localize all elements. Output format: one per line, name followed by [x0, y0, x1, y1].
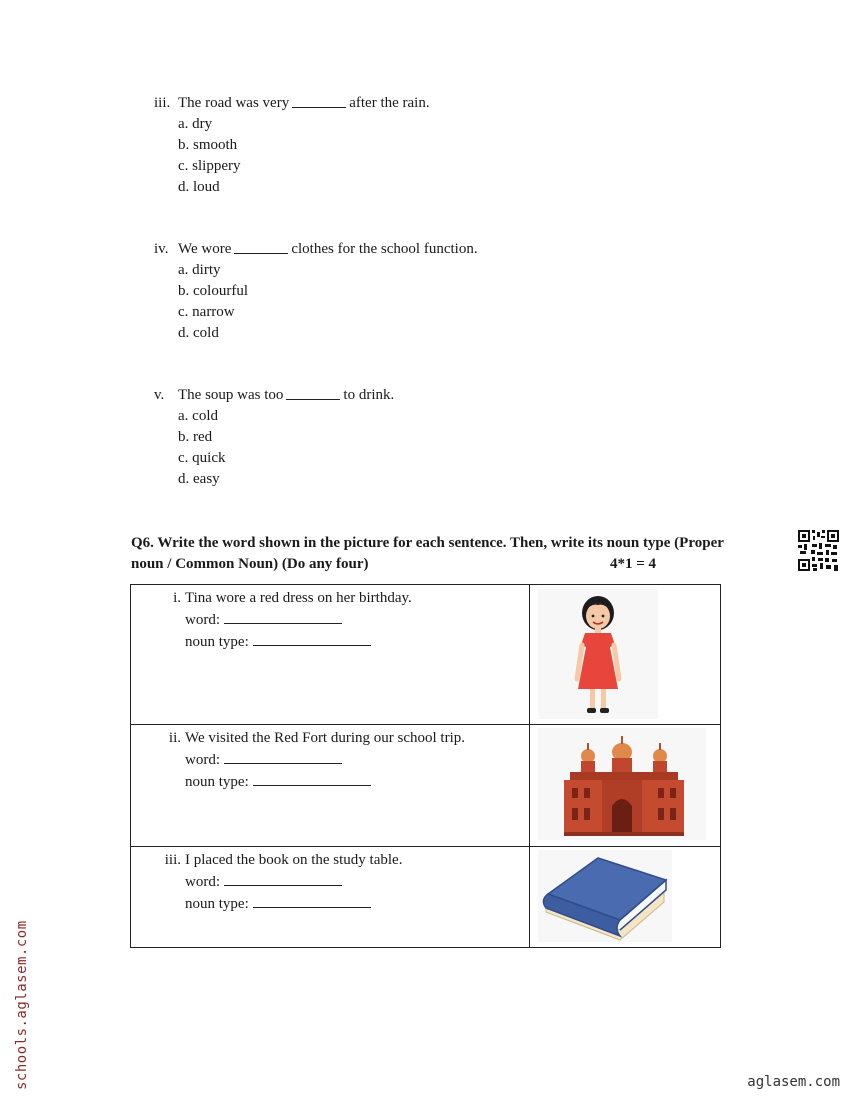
girl-in-red-dress-icon — [538, 589, 658, 719]
question-number: iv. — [154, 241, 169, 257]
word-label: word: — [185, 612, 220, 628]
side-watermark: schools.aglasem.com — [14, 920, 30, 1090]
option-c: c. slippery — [178, 158, 241, 174]
option-d: d. easy — [178, 471, 220, 487]
option-a: a. cold — [178, 408, 218, 424]
noun-type-label: noun type: — [185, 896, 249, 912]
option-d: d. cold — [178, 325, 219, 341]
option-c: c. narrow — [178, 304, 235, 320]
sentence-cell — [131, 847, 530, 948]
option-b: b. colourful — [178, 283, 248, 299]
answer-blank — [292, 93, 346, 108]
noun-type-blank — [253, 893, 371, 908]
noun-type-blank — [253, 771, 371, 786]
option-d: d. loud — [178, 179, 220, 195]
stem-after: clothes for the school function. — [291, 241, 478, 257]
sentence-text: Tina wore a red dress on her birthday. — [185, 590, 412, 606]
answer-blank — [286, 385, 340, 400]
sentence-text: I placed the book on the study table. — [185, 852, 403, 868]
option-a: a. dry — [178, 116, 213, 132]
option-a: a. dirty — [178, 262, 221, 278]
row-number: i. — [173, 590, 181, 606]
stem-before: The road was very — [178, 95, 290, 111]
blue-book-icon — [538, 850, 672, 942]
picture-cell — [530, 725, 721, 847]
table-row — [131, 725, 721, 847]
q6-line1: Q6. Write the word shown in the picture for each sentence. Then, write its noun type (Proper — [131, 535, 724, 551]
question-v — [154, 385, 394, 490]
question-stem — [154, 239, 478, 260]
table-row — [131, 847, 721, 948]
word-label: word: — [185, 874, 220, 890]
table-row — [131, 585, 721, 725]
noun-type-label: noun type: — [185, 774, 249, 790]
question-stem — [154, 385, 394, 406]
question-number: v. — [154, 387, 165, 403]
noun-type-blank — [253, 631, 371, 646]
word-blank — [224, 871, 342, 886]
question-stem — [154, 93, 430, 114]
word-blank — [224, 749, 342, 764]
q6-marks: 4*1 = 4 — [610, 556, 657, 572]
red-fort-icon — [538, 728, 706, 840]
option-c: c. quick — [178, 450, 226, 466]
stem-before: The soup was too — [178, 387, 284, 403]
word-label: word: — [185, 752, 220, 768]
sentence-cell — [131, 725, 530, 847]
question-number: iii. — [154, 95, 171, 111]
option-b: b. red — [178, 429, 213, 445]
question-iii — [154, 93, 430, 198]
option-b: b. smooth — [178, 137, 238, 153]
noun-type-label: noun type: — [185, 634, 249, 650]
stem-after: after the rain. — [349, 95, 430, 111]
row-number: ii. — [168, 730, 181, 746]
footer-watermark: aglasem.com — [747, 1074, 840, 1090]
stem-after: to drink. — [343, 387, 395, 403]
sentence-cell — [131, 585, 530, 725]
stem-before: We wore — [178, 241, 232, 257]
row-number: iii. — [164, 852, 181, 868]
question-iv — [154, 239, 478, 344]
qr-code-icon — [798, 530, 839, 571]
picture-cell — [530, 585, 721, 725]
sentence-text: We visited the Red Fort during our school trip. — [185, 730, 466, 746]
word-blank — [224, 609, 342, 624]
q6-line2: noun / Common Noun) (Do any four) — [131, 556, 369, 572]
answer-blank — [234, 239, 288, 254]
q6-heading — [131, 533, 771, 575]
picture-table — [130, 584, 721, 948]
picture-cell — [530, 847, 721, 948]
